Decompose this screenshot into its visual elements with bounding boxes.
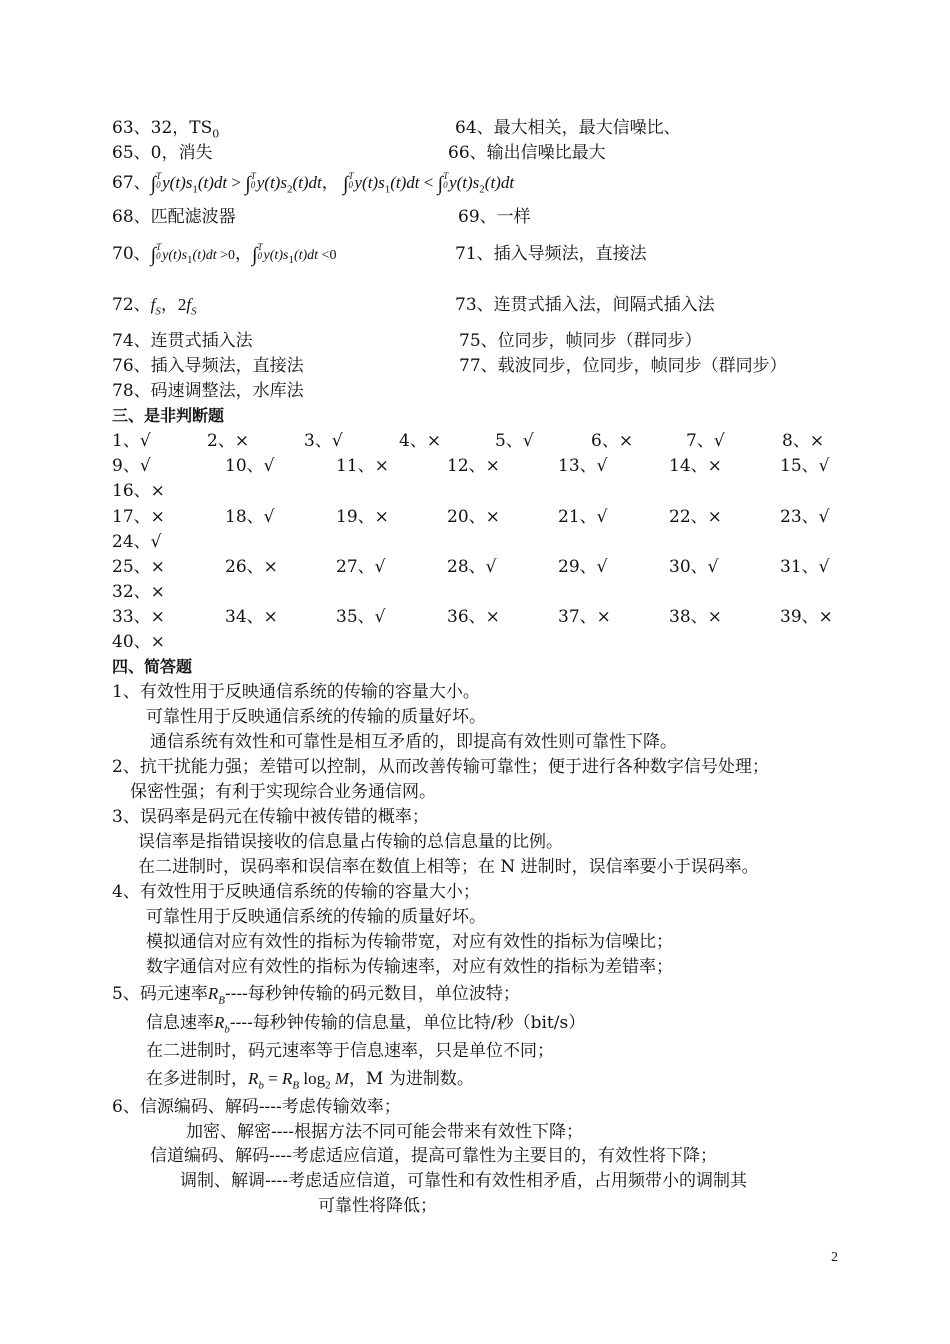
answer-77: 77、载波同步，位同步，帧同步（群同步） <box>459 356 787 376</box>
tf-item: 1、√ <box>112 431 151 451</box>
tf-item: 39、× <box>780 607 833 627</box>
answer-71: 71、插入导频法，直接法 <box>455 244 647 264</box>
tf-item: 10、√ <box>225 456 275 476</box>
tf-item: 31、√ <box>780 557 830 577</box>
q5-line: 信息速率$R_b----$每秒钟传输的信息量，单位比特/秒（bit/s） <box>146 1013 586 1036</box>
tf-item: 26、× <box>225 557 278 577</box>
tf-item: 14、× <box>669 456 722 476</box>
formula-70b: ∫ T 0 $y(t)s_1(t)dt <0$ <box>252 242 337 266</box>
section-3-heading: 三、是非判断题 <box>112 406 225 425</box>
formula-67: ∫ T 0 $y(t)s_1(t)dt$ > ∫ T 0 $y(t)s_2(t)dt$ <box>150 171 322 196</box>
formula-72: $f_S$ <box>150 295 161 318</box>
answer-64: 64、最大相关，最大信噪比、 <box>455 118 681 138</box>
q6-line: 6、信源编码、解码----考虑传输效率； <box>112 1097 401 1117</box>
tf-item: 19、× <box>336 507 389 527</box>
formula-rate: $R_b = R_B$ $\log_2 M$ <box>248 1069 350 1092</box>
tf-item: 6、× <box>591 431 634 451</box>
tf-item: 23、√ <box>780 507 830 527</box>
tf-item: 27、√ <box>336 557 386 577</box>
q4-line: 可靠性用于反映通信系统的传输的质量好坏。 <box>146 907 486 927</box>
formula-67b: ∫ T 0 $y(t)s_1(t)dt$ < ∫ T 0 $y(t)s_2(t)dt$ <box>342 171 515 196</box>
tf-item: 8、× <box>782 431 825 451</box>
tf-item: 22、× <box>669 507 722 527</box>
tf-item: 20、× <box>447 507 500 527</box>
section-4-heading: 四、简答题 <box>112 657 193 676</box>
q2-line: 2、抗干扰能力强；差错可以控制，从而改善传输可靠性；便于进行各种数字信号处理； <box>112 757 769 777</box>
tf-item: 32、× <box>112 582 165 602</box>
q4-line: 数字通信对应有效性的指标为传输速率，对应有效性的指标为差错率； <box>146 957 673 977</box>
tf-item: 34、× <box>225 607 278 627</box>
tf-item: 18、√ <box>225 507 275 527</box>
tf-item: 24、√ <box>112 532 162 552</box>
tf-item: 11、× <box>336 456 389 476</box>
formula-70: ∫ T 0 $y(t)s_1(t)dt >0$ <box>150 242 236 266</box>
q1-line: 可靠性用于反映通信系统的传输的质量好坏。 <box>146 707 486 727</box>
answer-73: 73、连贯式插入法，间隔式插入法 <box>455 295 715 315</box>
symbol-rb-bit: $R_b$ <box>214 1013 230 1036</box>
tf-item: 13、√ <box>558 456 608 476</box>
q5-line: 在多进制时，$R_b = R_B$ $\log_2 M$，M 为进制数。 <box>146 1069 474 1092</box>
tf-item: 4、× <box>399 431 442 451</box>
q2-line: 保密性强；有利于实现综合业务通信网。 <box>130 782 436 802</box>
answer-68: 68、匹配滤波器 <box>112 207 236 227</box>
tf-item: 28、√ <box>447 557 497 577</box>
tf-item: 12、× <box>447 456 500 476</box>
q4-line: 4、有效性用于反映通信系统的传输的容量大小； <box>112 882 480 902</box>
answer-76: 76、插入导频法，直接法 <box>112 356 304 376</box>
q4-line: 模拟通信对应有效性的指标为传输带宽，对应有效性的指标为信噪比； <box>146 932 673 952</box>
q1-line: 1、有效性用于反映通信系统的传输的容量大小。 <box>112 682 480 702</box>
answer-63: 63、32，$TS_0$ <box>112 118 220 141</box>
tf-item: 25、× <box>112 557 165 577</box>
symbol-rb-baud: $R_B$ <box>207 984 225 1007</box>
tf-item: 17、× <box>112 507 165 527</box>
tf-item: 9、√ <box>112 456 151 476</box>
q6-line: 加密、解密----根据方法不同可能会带来有效性下降； <box>186 1122 583 1142</box>
q6-line: 可靠性将降低； <box>318 1196 437 1216</box>
q6-line: 调制、解调----考虑适应信道，可靠性和有效性相矛盾，占用频带小的调制其 <box>180 1171 747 1191</box>
tf-item: 3、√ <box>304 431 343 451</box>
formula-72b: $2f_S$ <box>177 295 197 318</box>
tf-item: 29、√ <box>558 557 608 577</box>
q3-line: 3、误码率是码元在传输中被传错的概率； <box>112 807 429 827</box>
tf-item: 38、× <box>669 607 722 627</box>
tf-item: 40、× <box>112 632 165 652</box>
tf-item: 21、√ <box>558 507 608 527</box>
tf-item: 37、× <box>558 607 611 627</box>
answer-75: 75、位同步，帧同步（群同步） <box>459 331 702 351</box>
q3-line: 在二进制时，误码率和误信率在数值上相等；在 N 进制时，误信率要小于误码率。 <box>138 857 759 877</box>
answer-74: 74、连贯式插入法 <box>112 331 253 351</box>
tf-item: 2、× <box>207 431 250 451</box>
answer-72: 72、$f_S$，$2f_S$ <box>112 295 197 318</box>
answer-69: 69、一样 <box>458 207 531 227</box>
answer-65: 65、0，消失 <box>112 143 213 163</box>
page-number: 2 <box>831 1250 838 1265</box>
q1-line: 通信系统有效性和可靠性是相互矛盾的，即提高有效性则可靠性下降。 <box>150 732 677 752</box>
q5-line: 5、码元速率$R_B----$每秒钟传输的码元数目，单位波特； <box>112 984 520 1007</box>
tf-item: 30、√ <box>669 557 719 577</box>
q5-line: 在二进制时，码元速率等于信息速率，只是单位不同； <box>146 1041 554 1061</box>
answer-67: 67、∫ T 0 $y(t)s_1(t)dt$ > ∫ T 0 $y(t)s_2(t)dt$， ∫ T 0 $y(t)s_1(t)dt$ < ∫ T 0 $y(t)s_2(t)dt$ <box>112 171 515 196</box>
tf-item: 35、√ <box>336 607 386 627</box>
answer-70: 70、∫ T 0 $y(t)s_1(t)dt >0$，∫ T 0 $y(t)s_1(t)dt <0$ <box>112 242 337 266</box>
tf-item: 16、× <box>112 481 165 501</box>
tf-item: 5、√ <box>495 431 534 451</box>
tf-item: 36、× <box>447 607 500 627</box>
tf-item: 33、× <box>112 607 165 627</box>
q3-line: 误信率是指错误接收的信息量占传输的总信息量的比例。 <box>138 832 563 852</box>
q6-line: 信道编码、解码----考虑适应信道，提高可靠性为主要目的，有效性将下降； <box>150 1146 717 1166</box>
tf-item: 15、√ <box>780 456 830 476</box>
answer-66: 66、输出信噪比最大 <box>448 143 606 163</box>
answer-78: 78、码速调整法，水库法 <box>112 381 304 401</box>
tf-item: 7、√ <box>686 431 725 451</box>
